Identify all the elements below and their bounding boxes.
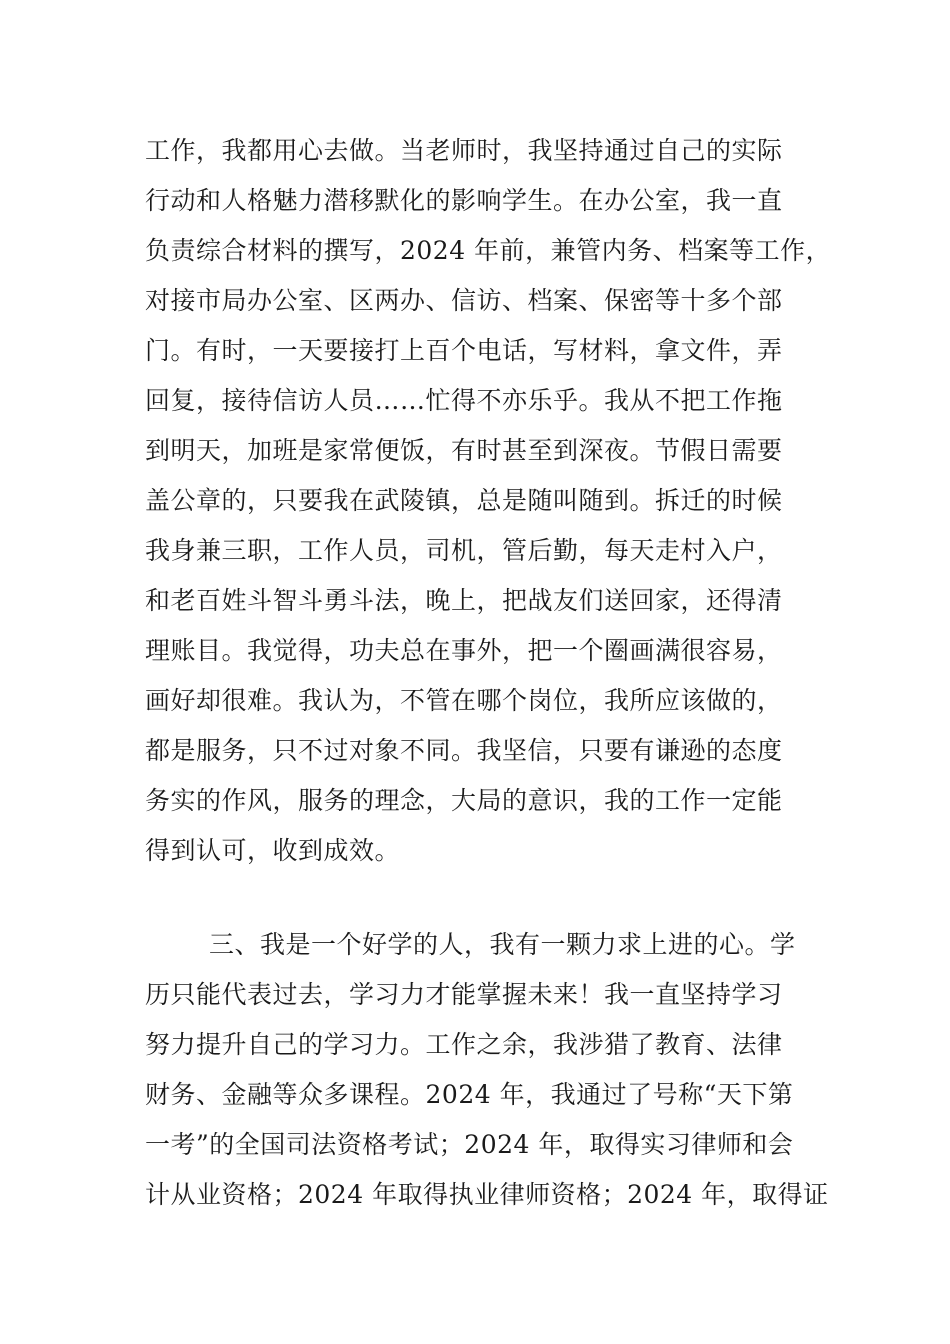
paragraph-2-line-2: 历只能代表过去，学习力才能掌握未来！我一直坚持学习 (145, 980, 783, 1009)
paragraph-1-line-6: 回复，接待信访人员……忙得不亦乐乎。我从不把工作拖 (145, 386, 783, 415)
paragraph-1-line-9: 我身兼三职，工作人员，司机，管后勤，每天走村入户， (145, 536, 783, 565)
paragraph-1-line-3: 负责综合材料的撰写，2024 年前，兼管内务、档案等工作， (145, 236, 832, 265)
paragraph-1-line-12: 画好却很难。我认为，不管在哪个岗位，我所应该做的， (145, 686, 783, 715)
paragraph-1-line-5: 门。有时，一天要接打上百个电话，写材料，拿文件，弄 (145, 336, 783, 365)
paragraph-1-line-7: 到明天，加班是家常便饭，有时甚至到深夜。节假日需要 (145, 436, 783, 465)
paragraph-2-line-5: 一考”的全国司法资格考试；2024 年，取得实习律师和会 (145, 1130, 794, 1159)
paragraph-1-line-10: 和老百姓斗智斗勇斗法，晚上，把战友们送回家，还得清 (145, 586, 783, 615)
paragraph-1-line-1: 工作，我都用心去做。当老师时，我坚持通过自己的实际 (145, 136, 783, 165)
paragraph-1-line-14: 务实的作风，服务的理念，大局的意识，我的工作一定能 (145, 786, 783, 815)
paragraph-2-line-4: 财务、金融等众多课程。2024 年，我通过了号称“天下第 (145, 1080, 794, 1109)
paragraph-1-line-2: 行动和人格魅力潜移默化的影响学生。在办公室，我一直 (145, 186, 783, 215)
paragraph-2-line-3: 努力提升自己的学习力。工作之余，我涉猎了教育、法律 (145, 1030, 783, 1059)
paragraph-1-line-11: 理账目。我觉得，功夫总在事外，把一个圈画满很容易， (145, 636, 783, 665)
paragraph-1-line-15: 得到认可，收到成效。 (145, 836, 401, 865)
paragraph-2-line-1: 三、我是一个好学的人，我有一颗力求上进的心。学 (209, 930, 796, 959)
paragraph-1-line-4: 对接市局办公室、区两办、信访、档案、保密等十多个部 (145, 286, 783, 315)
paragraph-1-line-13: 都是服务，只不过对象不同。我坚信，只要有谦逊的态度 (145, 736, 783, 765)
paragraph-2-line-6: 计从业资格；2024 年取得执业律师资格；2024 年，取得证 (145, 1180, 829, 1209)
paragraph-1-line-8: 盖公章的，只要我在武陵镇，总是随叫随到。拆迁的时候 (145, 486, 783, 515)
